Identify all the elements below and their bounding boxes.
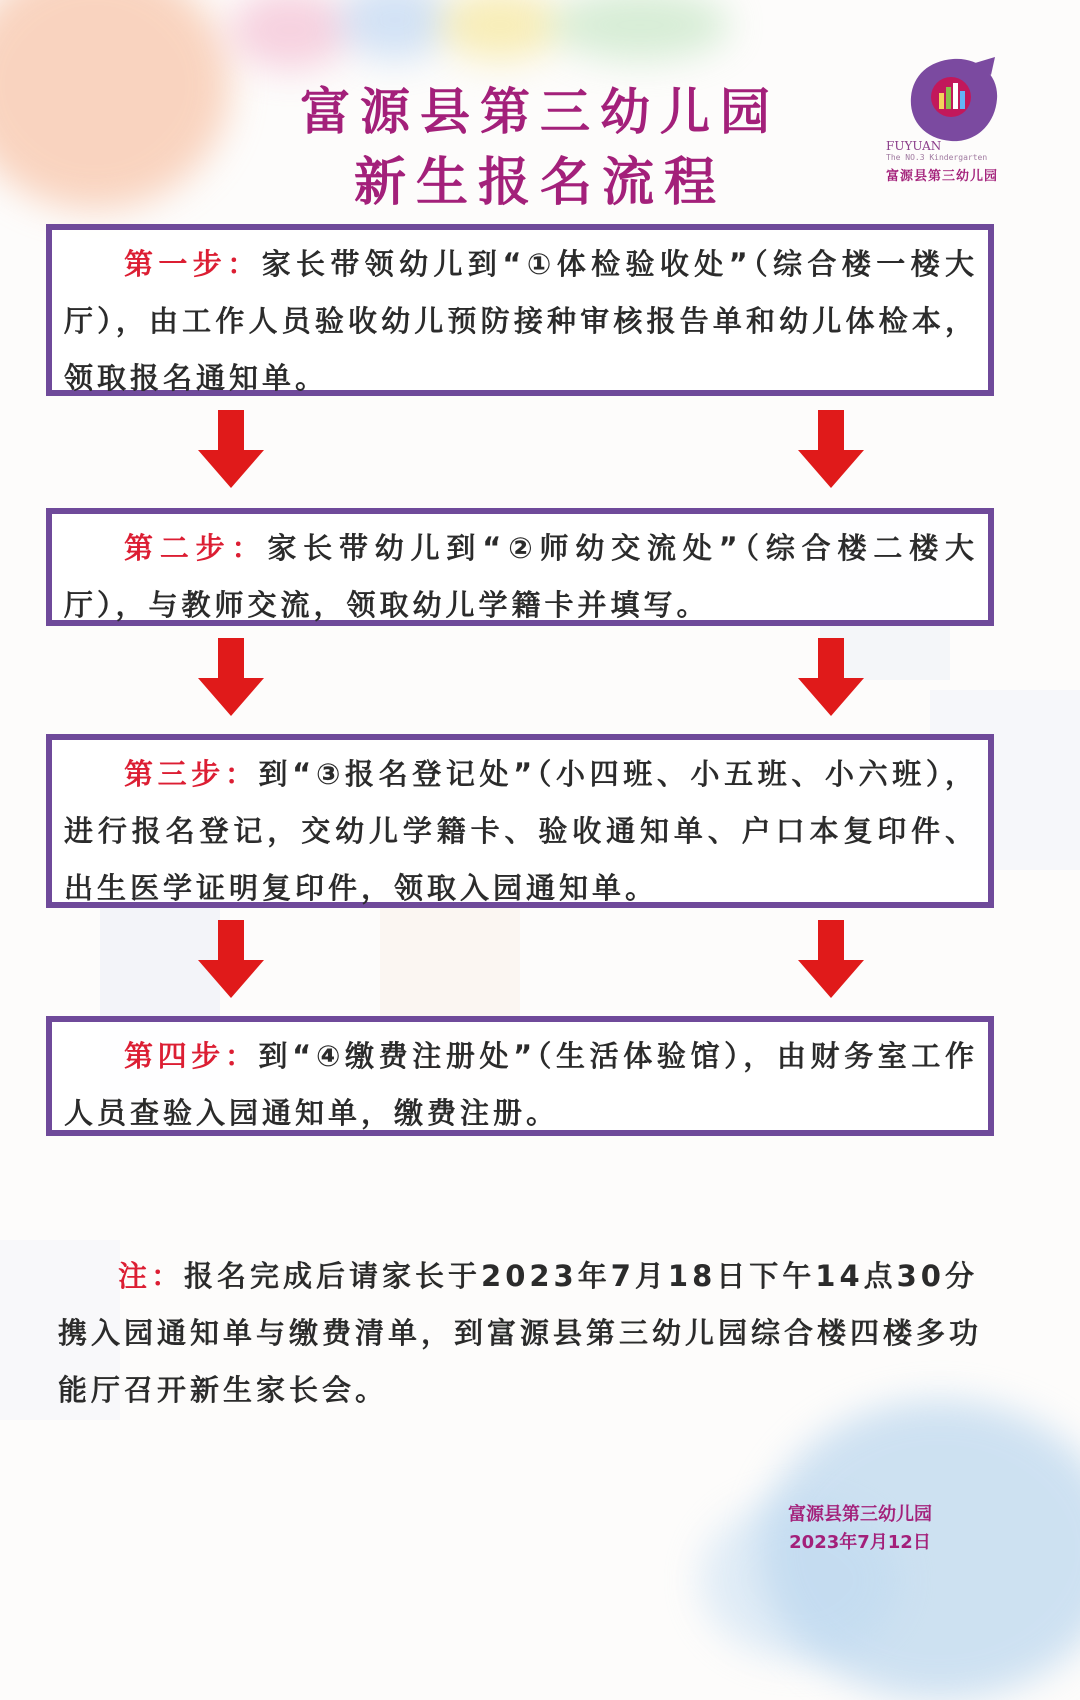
watercolor-pink	[230, 0, 350, 70]
step-box-1	[46, 224, 994, 396]
watercolor-orange	[0, 0, 230, 210]
building-icon	[905, 55, 1001, 145]
step-label: 第一步：	[124, 247, 262, 281]
note-label: 注：	[118, 1259, 185, 1293]
down-arrow-icon	[796, 638, 866, 718]
down-arrow-icon	[796, 410, 866, 490]
step-text: 到“④缴费注册处”（生活体验馆），由财务室工作人员查验入园通知单，缴费注册。	[64, 1039, 978, 1130]
poster-subtitle: 新生报名流程	[353, 153, 726, 213]
poster-title: 富源县第三幼儿园	[300, 83, 780, 141]
step-label: 第三步：	[124, 757, 259, 791]
step-label: 第二步：	[124, 531, 268, 565]
step-text: 到“③报名登记处”（小四班、小五班、小六班），进行报名登记，交幼儿学籍卡、验收通知单、户口本复印件、出生医学证明复印件，领取入园通知单。	[64, 757, 978, 905]
step-box-4	[46, 1016, 994, 1136]
down-arrow-icon	[796, 920, 866, 1000]
down-arrow-icon	[196, 920, 266, 1000]
down-arrow-icon	[196, 410, 266, 490]
step-text: 家长带幼儿到“②师幼交流处”（综合楼二楼大厅），与教师交流，领取幼儿学籍卡并填写。	[64, 531, 978, 622]
watercolor-yellow	[440, 0, 560, 60]
step-box-3	[46, 734, 994, 908]
watercolor-green	[550, 0, 730, 60]
note-text: 报名完成后请家长于2023年7月18日下午14点30分携入园通知单与缴费清单，到富源县第三幼儿园综合楼四楼多功能厅召开新生家长会。	[58, 1259, 983, 1407]
signature-date: 2023年7月12日	[789, 1532, 931, 1553]
note-section	[58, 1248, 988, 1419]
step-box-2	[46, 508, 994, 626]
step-text: 家长带领幼儿到“①体检验收处”（综合楼一楼大厅），由工作人员验收幼儿预防接种审核报告单和幼儿体检本，领取报名通知单。	[64, 247, 978, 395]
down-arrow-icon	[196, 638, 266, 718]
logo-chinese: 富源县第三幼儿园	[886, 169, 999, 184]
watercolor-blue	[340, 0, 450, 60]
step-label: 第四步：	[124, 1039, 259, 1073]
logo-english: FUYUAN	[886, 139, 942, 153]
signature-org: 富源县第三幼儿园	[788, 1504, 932, 1525]
logo-subtitle: The NO.3 Kindergarten	[886, 153, 988, 162]
